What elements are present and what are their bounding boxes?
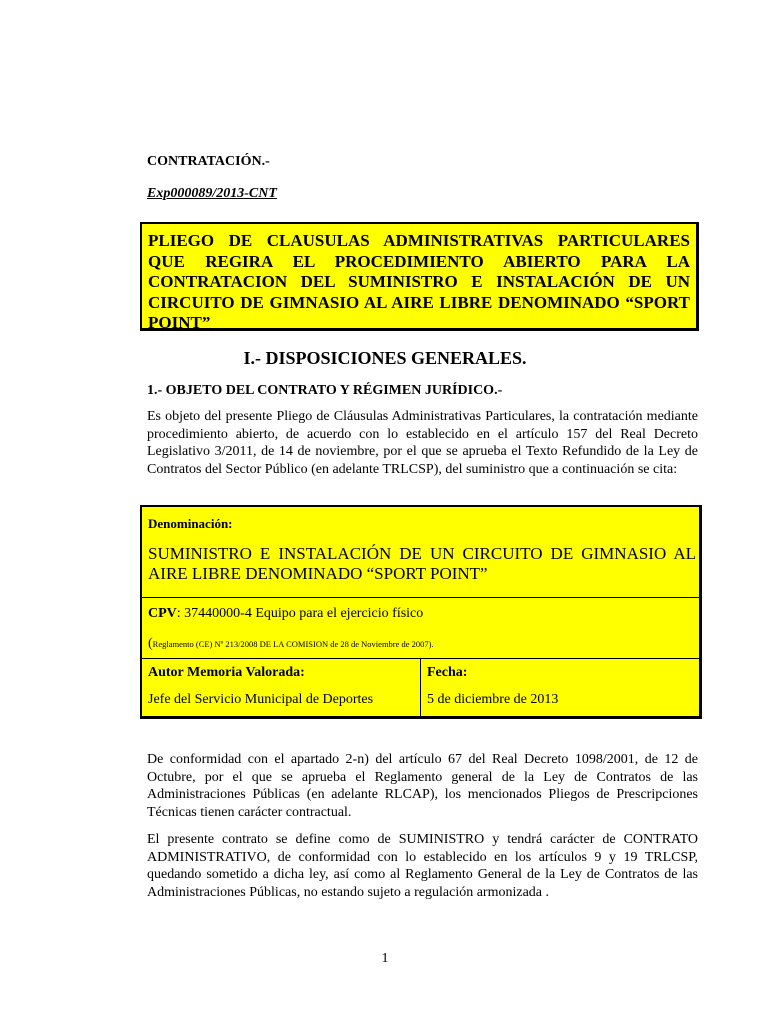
cpv-row [142,598,699,659]
document-title-box [140,222,699,331]
expediente-number: Exp000089/2013-CNT [147,186,277,201]
denominacion-label: Denominación: [148,516,233,531]
denominacion-row [142,507,699,598]
cpv-ref-paren: ( [148,636,153,651]
cpv-regulation-reference [148,636,434,652]
fecha-label: Fecha: [427,665,468,680]
fecha-value: 5 de diciembre de 2013 [427,692,559,707]
paragraph-objeto: Es objeto del presente Pliego de Cláusulas Administrativas Particulares, la contratación mediante procedimiento abierto, de acuerdo con lo establecido en el artículo 157 del Real Decreto Legislativo 3/2011, de 14 de noviembre, por el que se aprueba el Texto Refundido de la Ley de Contratos del Sector Público (en adelante TRLCSP), del suministro que a continuación se cita: [147,409,698,477]
autor-fecha-row [142,659,699,717]
cpv-line [148,606,423,622]
page-number: 1 [381,951,389,966]
denominacion-value: SUMINISTRO E INSTALACIÓN DE UN CIRCUITO DE GIMNASIO AL AIRE LIBRE DENOMINADO “SPORT POINT” [148,544,696,583]
paragraph-conformidad: De conformidad con el apartado 2-n) del artículo 67 del Real Decreto 1098/2001, de 12 de Octubre, por el que se aprueba el Reglamento general de la Ley de Contratos de las Administraciones Públicas (en adelante RLCAP), los mencionados Pliegos de Prescripciones Técnicas tienen carácter contractual. [147,752,698,820]
subsection-title: 1.- OBJETO DEL CONTRATO Y RÉGIMEN JURÍDICO.- [147,383,503,398]
contract-details-table [140,505,702,719]
cpv-label: CPV [148,606,177,621]
cpv-value: : 37440000-4 Equipo para el ejercicio físico [176,606,424,621]
section-title: I.- DISPOSICIONES GENERALES. [243,348,527,368]
autor-value: Jefe del Servicio Municipal de Deportes [148,692,374,707]
department-heading: CONTRATACIÓN.- [147,154,270,169]
autor-label: Autor Memoria Valorada: [148,665,305,680]
cpv-ref-text: Reglamento (CE) Nº 213/2008 DE LA COMISION de 28 de Noviembre de 2007). [152,639,434,649]
document-title: PLIEGO DE CLAUSULAS ADMINISTRATIVAS PARTICULARES QUE REGIRA EL PROCEDIMIENTO ABIERTO PARA LA CONTRATACION DEL SUMINISTRO E INSTALACIÓN DE UN CIRCUITO DE GIMNASIO AL AIRE LIBRE DENOMINADO “SPORT POINT” [148,231,690,332]
paragraph-definicion: El presente contrato se define como de SUMINISTRO y tendrá carácter de CONTRATO ADMINISTRATIVO, de conformidad con lo establecido en los artículos 9 y 19 TRLCSP, quedando sometido a dicha ley, así como al Reglamento General de la Ley de Contratos de las Administraciones Públicas, no estando sujeto a regulación armonizada . [147,832,698,900]
column-divider [420,659,421,717]
